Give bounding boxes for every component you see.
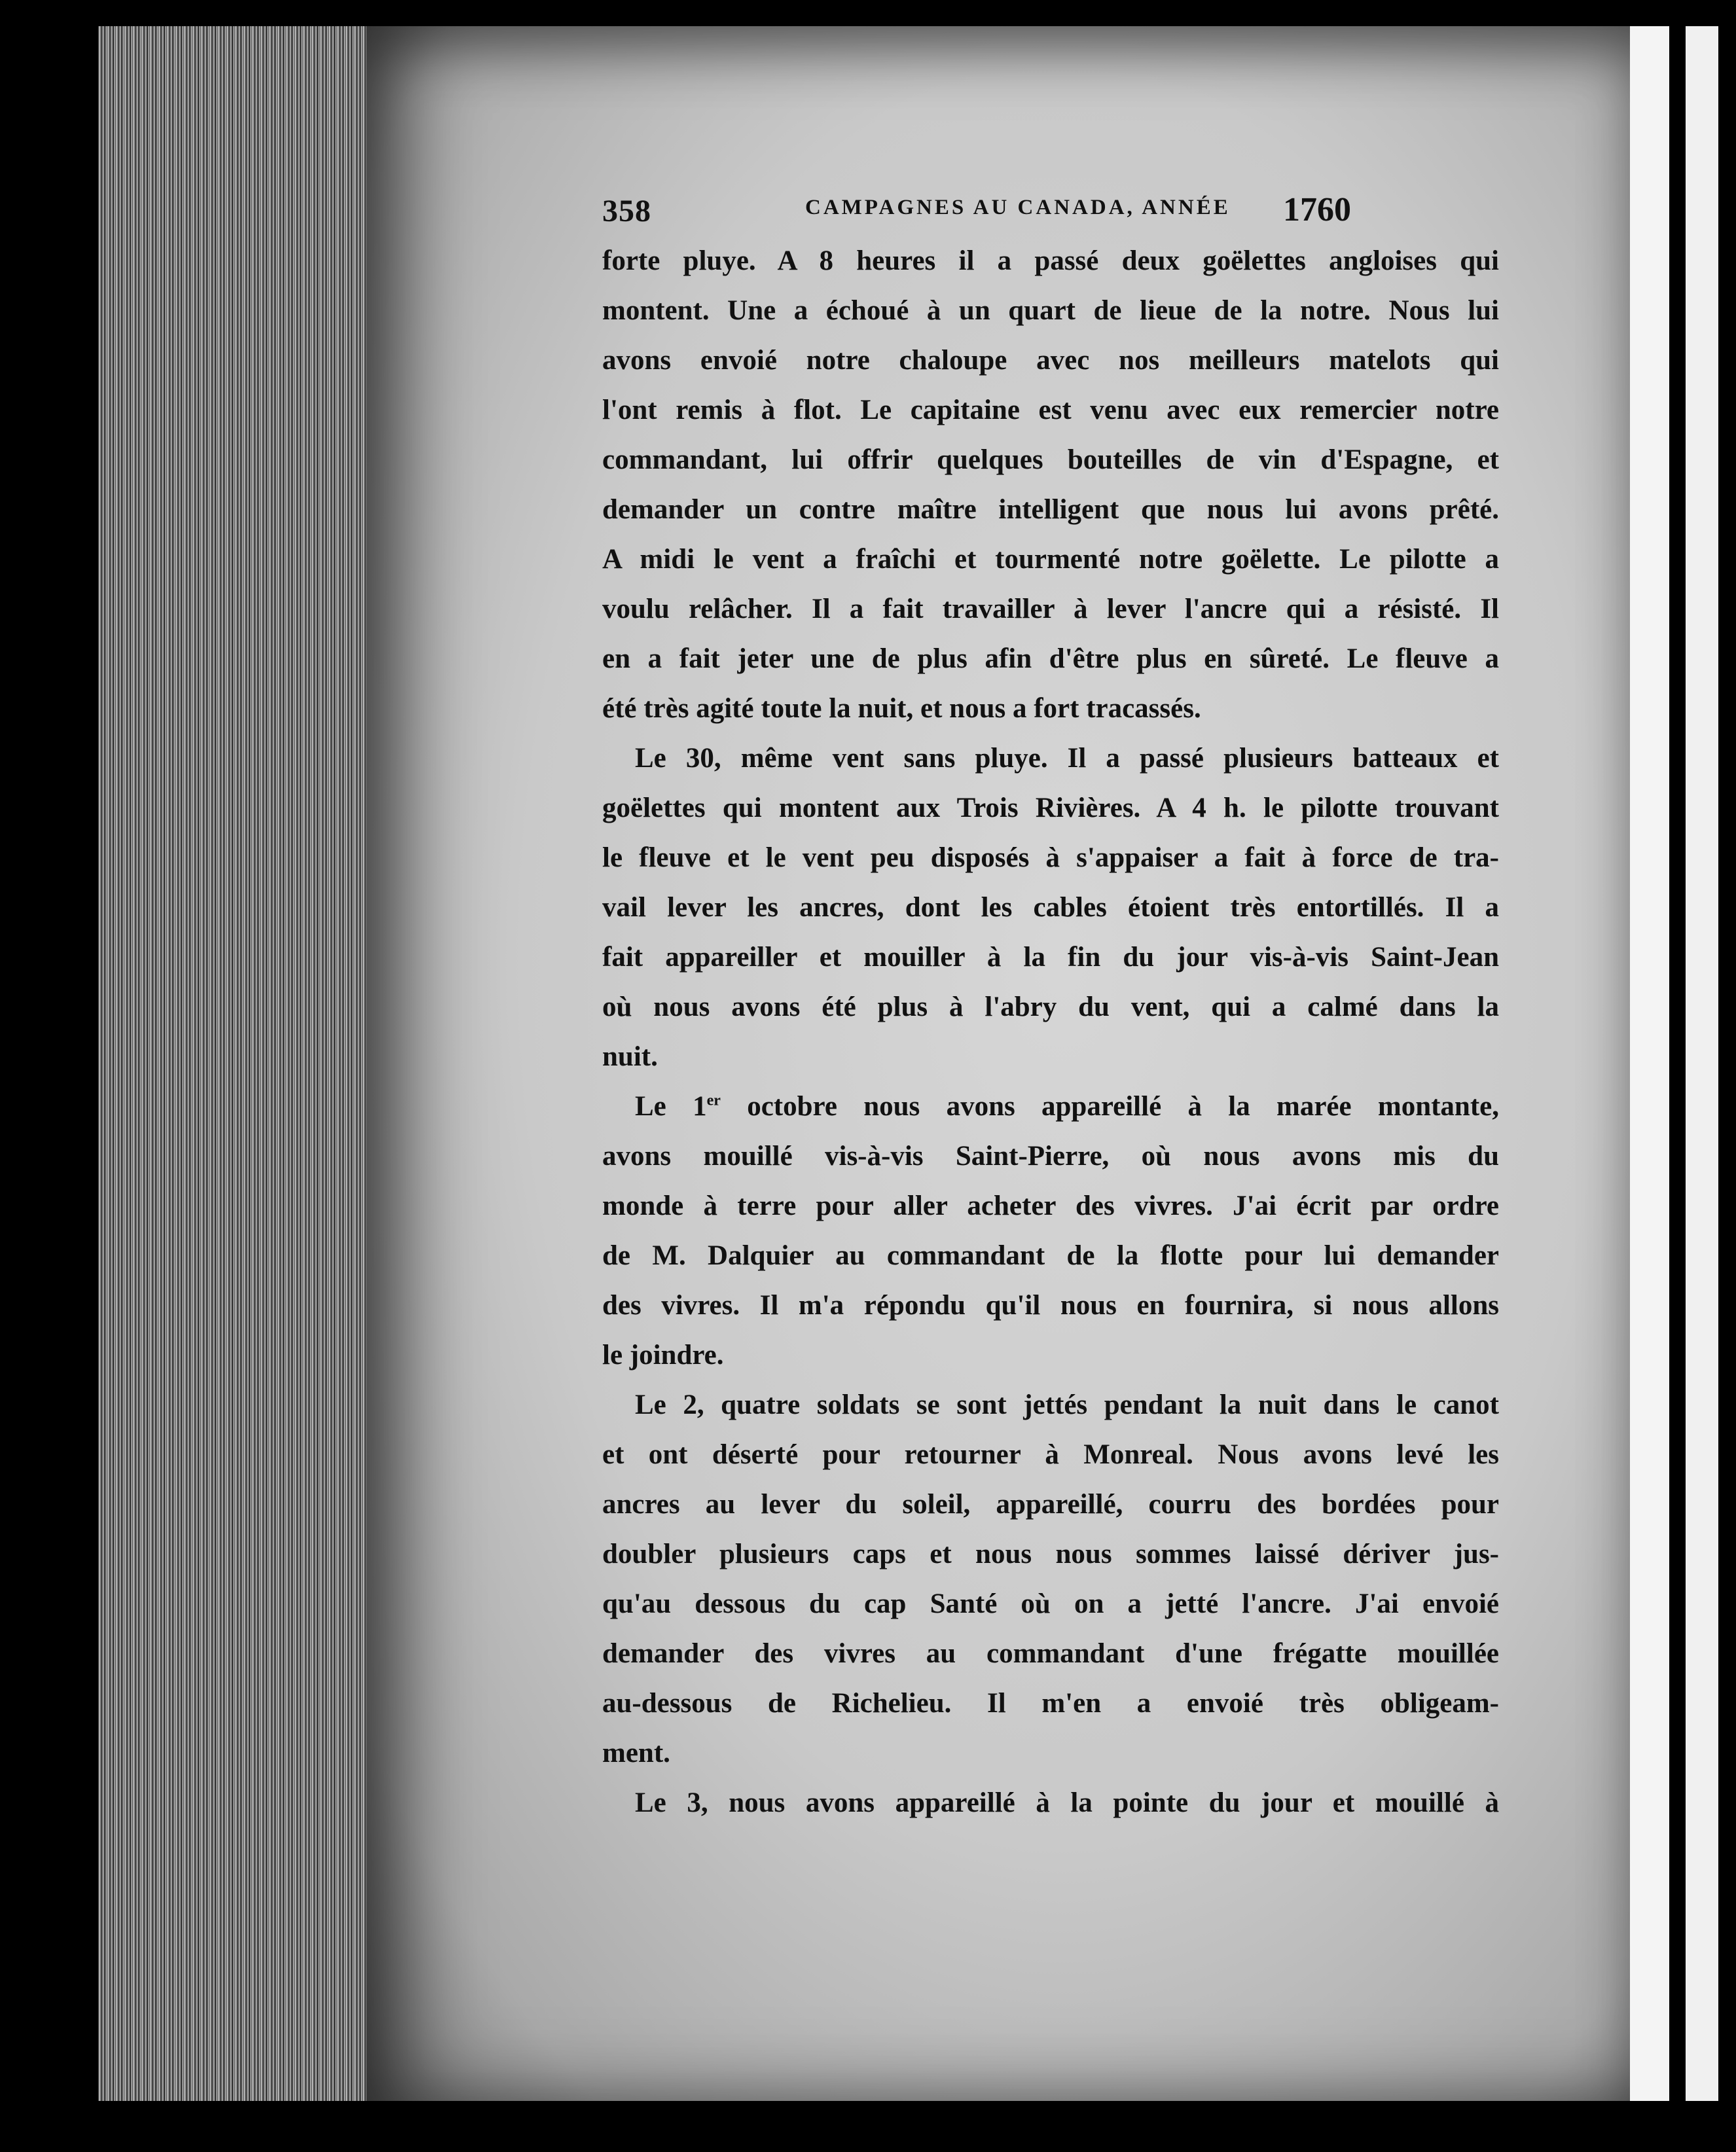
running-head: CAMPAGNES AU CANADA, ANNÉE	[805, 196, 1231, 219]
text-line: le fleuve et le vent peu disposés à s'appaiser a fait à force de tra-	[602, 842, 1499, 873]
text-line: forte pluye. A 8 heures il a passé deux goëlettes angloises qui	[602, 245, 1499, 276]
text-line: l'ont remis à flot. Le capitaine est venu avec eux remercier notre	[602, 395, 1499, 425]
text-line: avons mouillé vis-à-vis Saint-Pierre, où nous avons mis du	[602, 1141, 1499, 1172]
text-line: vail lever les ancres, dont les cables étoient très entortillés. Il a	[602, 892, 1499, 923]
text-line: voulu relâcher. Il a fait travailler à lever l'ancre qui a résisté. Il	[602, 594, 1499, 624]
text-line: commandant, lui offrir quelques bouteilles de vin d'Espagne, et	[602, 444, 1499, 475]
text-line: avons envoié notre chaloupe avec nos meilleurs matelots qui	[602, 345, 1499, 376]
text-line: en a fait jeter une de plus afin d'être plus en sûreté. Le fleuve a	[602, 643, 1499, 674]
superscript: er	[706, 1092, 721, 1109]
paragraph	[602, 1082, 1499, 1380]
text-fragment: octobre nous avons appareillé à la marée montante,	[720, 1091, 1499, 1122]
text-line: fait appareiller et mouiller à la fin du jour vis-à-vis Saint-Jean	[602, 942, 1499, 973]
text-line: ment.	[602, 1738, 670, 1768]
text-line: qu'au dessous du cap Santé où on a jetté l'ancre. J'ai envoié	[602, 1588, 1499, 1619]
text-line: le joindre.	[602, 1340, 724, 1371]
text-line: demander un contre maître intelligent que nous lui avons prêté.	[602, 494, 1499, 525]
paragraph	[602, 1778, 1499, 1828]
scan-margin-strip	[1686, 26, 1718, 2101]
text-fragment: Le 1	[635, 1091, 707, 1122]
text-line: monde à terre pour aller acheter des vivres. J'ai écrit par ordre	[602, 1191, 1499, 1221]
paragraph	[602, 734, 1499, 1082]
text-line: des vivres. Il m'a répondu qu'il nous en fournira, si nous allons	[602, 1290, 1499, 1321]
text-line: doubler plusieurs caps et nous nous sommes laissé dériver jus-	[602, 1539, 1499, 1569]
text-line: Le 3, nous avons appareillé à la pointe du jour et mouillé à	[635, 1787, 1499, 1818]
text-line: été très agité toute la nuit, et nous a fort tracassés.	[602, 693, 1201, 724]
text-line: où nous avons été plus à l'abry du vent, qui a calmé dans la	[602, 992, 1499, 1022]
text-line: A midi le vent a fraîchi et tourmenté notre goëlette. Le pilotte a	[602, 544, 1499, 575]
text-line: montent. Une a échoué à un quart de lieue de la notre. Nous lui	[602, 295, 1499, 326]
book-page-edges	[98, 26, 367, 2101]
text-line: Le 30, même vent sans pluye. Il a passé plusieurs batteaux et	[635, 743, 1499, 774]
text-line: et ont déserté pour retourner à Monreal. Nous avons levé les	[602, 1439, 1499, 1470]
scan-margin-strip	[1630, 26, 1669, 2101]
text-line: au-dessous de Richelieu. Il m'en a envoié très obligeam-	[602, 1688, 1499, 1719]
page-text	[602, 193, 1499, 1828]
text-line: ancres au lever du soleil, appareillé, courru des bordées pour	[602, 1489, 1499, 1520]
page-number: 358	[602, 194, 651, 228]
text-line: nuit.	[602, 1041, 658, 1072]
paragraph	[602, 1380, 1499, 1778]
running-head-year: 1760	[1283, 191, 1351, 228]
page-header	[602, 193, 1499, 232]
text-line	[602, 1082, 1499, 1132]
text-line: demander des vivres au commandant d'une frégatte mouillée	[602, 1638, 1499, 1669]
paragraph	[602, 236, 1499, 734]
text-line: goëlettes qui montent aux Trois Rivières. A 4 h. le pilotte trouvant	[602, 793, 1499, 823]
text-line: de M. Dalquier au commandant de la flotte pour lui demander	[602, 1240, 1499, 1271]
text-line: Le 2, quatre soldats se sont jettés pendant la nuit dans le canot	[635, 1390, 1499, 1420]
